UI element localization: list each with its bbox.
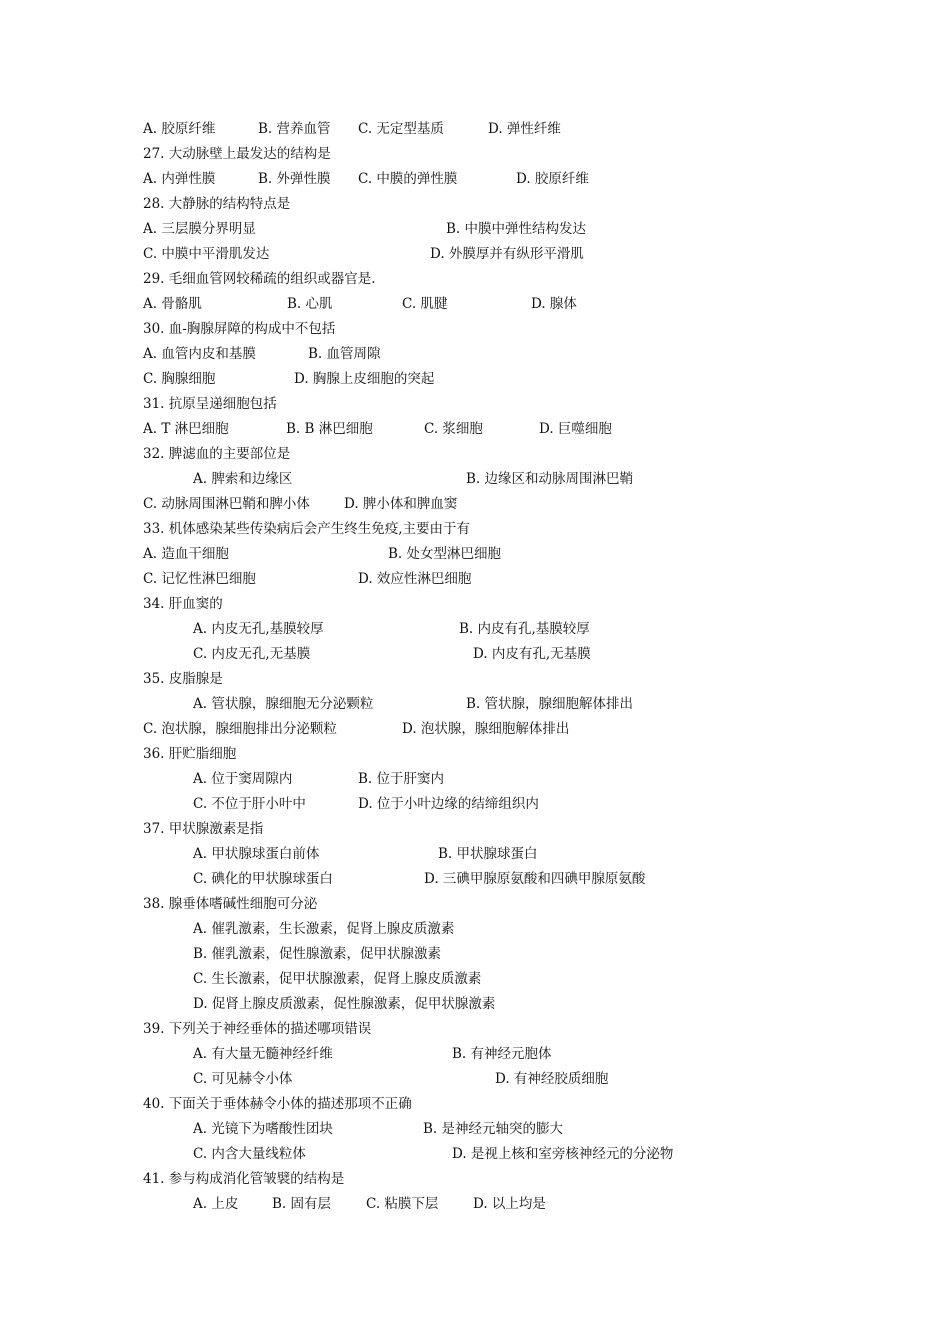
answer-option: A. 三层膜分界明显 [143, 221, 256, 237]
options-row [0, 119, 950, 139]
answer-option: D. 效应性淋巴细胞 [358, 571, 472, 587]
answer-option: A. 脾索和边缘区 [193, 471, 293, 487]
answer-option: D. 脾小体和脾血窦 [344, 496, 458, 512]
options-row [0, 994, 950, 1014]
options-row [0, 169, 950, 189]
options-row [0, 1119, 950, 1139]
answer-option: B. 甲状腺球蛋白 [438, 846, 538, 862]
answer-option: C. 动脉周围淋巴鞘和脾小体 [143, 496, 310, 512]
answer-option: D. 胸腺上皮细胞的突起 [294, 371, 435, 387]
answer-option: D. 是视上核和室旁核神经元的分泌物 [452, 1146, 674, 1162]
answer-option: B. 固有层 [272, 1196, 332, 1212]
answer-option: D. 泡状腺，腺细胞解体排出 [402, 721, 570, 737]
answer-option: B. 处女型淋巴细胞 [388, 546, 502, 562]
question-text: 41. 参与构成消化管皱襞的结构是 [143, 1171, 345, 1187]
answer-option: C. 中膜的弹性膜 [358, 171, 458, 187]
answer-option: A. 位于窦周隙内 [193, 771, 293, 787]
answer-option: A. 上皮 [193, 1196, 239, 1212]
question-stem [0, 819, 950, 839]
answer-option: B. 有神经元胞体 [452, 1046, 552, 1062]
answer-option: D. 外膜厚并有纵形平滑肌 [430, 246, 584, 262]
answer-option: D. 内皮有孔,无基膜 [473, 646, 591, 662]
answer-option: A. 有大量无髓神经纤维 [193, 1046, 333, 1062]
options-row [0, 769, 950, 789]
question-stem [0, 1019, 950, 1039]
answer-option: B. 心肌 [287, 296, 333, 312]
options-row [0, 619, 950, 639]
answer-option: B. 管状腺，腺细胞解体排出 [466, 696, 634, 712]
question-text: 29. 毛细血管网较稀疏的组织或器官是. [143, 271, 376, 287]
answer-option: C. 泡状腺，腺细胞排出分泌颗粒 [143, 721, 337, 737]
question-stem [0, 319, 950, 339]
answer-option: B. 中膜中弹性结构发达 [446, 221, 587, 237]
options-row [0, 719, 950, 739]
question-text: 27. 大动脉壁上最发达的结构是 [143, 146, 331, 162]
answer-option: C. 不位于肝小叶中 [193, 796, 306, 812]
question-stem [0, 269, 950, 289]
question-text: 39. 下列关于神经垂体的描述哪项错误 [143, 1021, 372, 1037]
options-row [0, 869, 950, 889]
answer-option: C. 粘膜下层 [366, 1196, 439, 1212]
answer-option: C. 记忆性淋巴细胞 [143, 571, 256, 587]
answer-option: C. 内含大量线粒体 [193, 1146, 306, 1162]
answer-option: D. 以上均是 [473, 1196, 546, 1212]
question-text: 38. 腺垂体嗜碱性细胞可分泌 [143, 896, 318, 912]
answer-option: D. 巨噬细胞 [539, 421, 612, 437]
options-row [0, 919, 950, 939]
options-row [0, 294, 950, 314]
question-text: 34. 肝血窦的 [143, 596, 223, 612]
options-row [0, 794, 950, 814]
question-text: 31. 抗原呈递细胞包括 [143, 396, 277, 412]
options-row [0, 1069, 950, 1089]
options-row [0, 219, 950, 239]
answer-option: A. 内弹性膜 [143, 171, 216, 187]
options-row [0, 569, 950, 589]
question-text: 32. 脾滤血的主要部位是 [143, 446, 291, 462]
options-row [0, 344, 950, 364]
question-text: 30. 血-胸腺屏障的构成中不包括 [143, 321, 336, 337]
answer-option: B. 内皮有孔,基膜较厚 [459, 621, 590, 637]
question-stem [0, 669, 950, 689]
answer-option: C. 内皮无孔,无基膜 [193, 646, 311, 662]
answer-option: C. 肌腱 [402, 296, 448, 312]
options-row [0, 469, 950, 489]
answer-option: A. 甲状腺球蛋白前体 [193, 846, 320, 862]
question-stem [0, 894, 950, 914]
question-stem [0, 194, 950, 214]
question-text: 37. 甲状腺激素是指 [143, 821, 264, 837]
options-row [0, 1144, 950, 1164]
question-text: 40. 下面关于垂体赫令小体的描述那项不正确 [143, 1096, 412, 1112]
answer-option: B. 外弹性膜 [258, 171, 331, 187]
answer-option: C. 可见赫令小体 [193, 1071, 293, 1087]
question-stem [0, 744, 950, 764]
options-row [0, 1044, 950, 1064]
options-row [0, 544, 950, 564]
question-stem [0, 1094, 950, 1114]
question-stem [0, 519, 950, 539]
answer-option: A. 催乳激素，生长激素，促肾上腺皮质激素 [193, 921, 455, 937]
question-text: 35. 皮脂腺是 [143, 671, 223, 687]
answer-option: D. 胶原纤维 [516, 171, 589, 187]
answer-option: C. 中膜中平滑肌发达 [143, 246, 270, 262]
options-row [0, 1194, 950, 1214]
answer-option: D. 腺体 [531, 296, 577, 312]
answer-option: A. 骨骼肌 [143, 296, 202, 312]
answer-option: C. 无定型基质 [358, 121, 444, 137]
options-row [0, 494, 950, 514]
answer-option: C. 胸腺细胞 [143, 371, 216, 387]
answer-option: A. 造血干细胞 [143, 546, 229, 562]
answer-option: C. 碘化的甲状腺球蛋白 [193, 871, 333, 887]
question-stem [0, 1169, 950, 1189]
answer-option: A. 管状腺，腺细胞无分泌颗粒 [193, 696, 374, 712]
answer-option: B. B 淋巴细胞 [286, 421, 373, 437]
answer-option: D. 弹性纤维 [488, 121, 561, 137]
answer-option: B. 催乳激素，促性腺激素，促甲状腺激素 [193, 946, 442, 962]
answer-option: B. 位于肝窦内 [358, 771, 445, 787]
answer-option: C. 生长激素，促甲状腺激素，促肾上腺皮质激素 [193, 971, 482, 987]
answer-option: D. 促肾上腺皮质激素，促性腺激素，促甲状腺激素 [193, 996, 496, 1012]
options-row [0, 694, 950, 714]
question-stem [0, 594, 950, 614]
answer-option: B. 是神经元轴突的膨大 [423, 1121, 564, 1137]
question-stem [0, 394, 950, 414]
options-row [0, 944, 950, 964]
question-text: 33. 机体感染某些传染病后会产生终生免疫,主要由于有 [143, 521, 471, 537]
answer-option: A. 血管内皮和基膜 [143, 346, 256, 362]
options-row [0, 369, 950, 389]
question-stem [0, 144, 950, 164]
answer-option: A. T 淋巴细胞 [143, 421, 229, 437]
answer-option: D. 有神经胶质细胞 [495, 1071, 609, 1087]
answer-option: B. 营养血管 [258, 121, 331, 137]
options-row [0, 419, 950, 439]
answer-option: C. 浆细胞 [424, 421, 483, 437]
answer-option: B. 边缘区和动脉周围淋巴鞘 [466, 471, 634, 487]
question-stem [0, 444, 950, 464]
options-row [0, 644, 950, 664]
answer-option: A. 胶原纤维 [143, 121, 216, 137]
answer-option: A. 内皮无孔,基膜较厚 [193, 621, 324, 637]
answer-option: A. 光镜下为嗜酸性团块 [193, 1121, 333, 1137]
answer-option: B. 血管周隙 [308, 346, 381, 362]
options-row [0, 844, 950, 864]
question-text: 28. 大静脉的结构特点是 [143, 196, 291, 212]
options-row [0, 969, 950, 989]
question-text: 36. 肝贮脂细胞 [143, 746, 237, 762]
options-row [0, 244, 950, 264]
answer-option: D. 位于小叶边缘的结缔组织内 [358, 796, 539, 812]
answer-option: D. 三碘甲腺原氨酸和四碘甲腺原氨酸 [424, 871, 646, 887]
